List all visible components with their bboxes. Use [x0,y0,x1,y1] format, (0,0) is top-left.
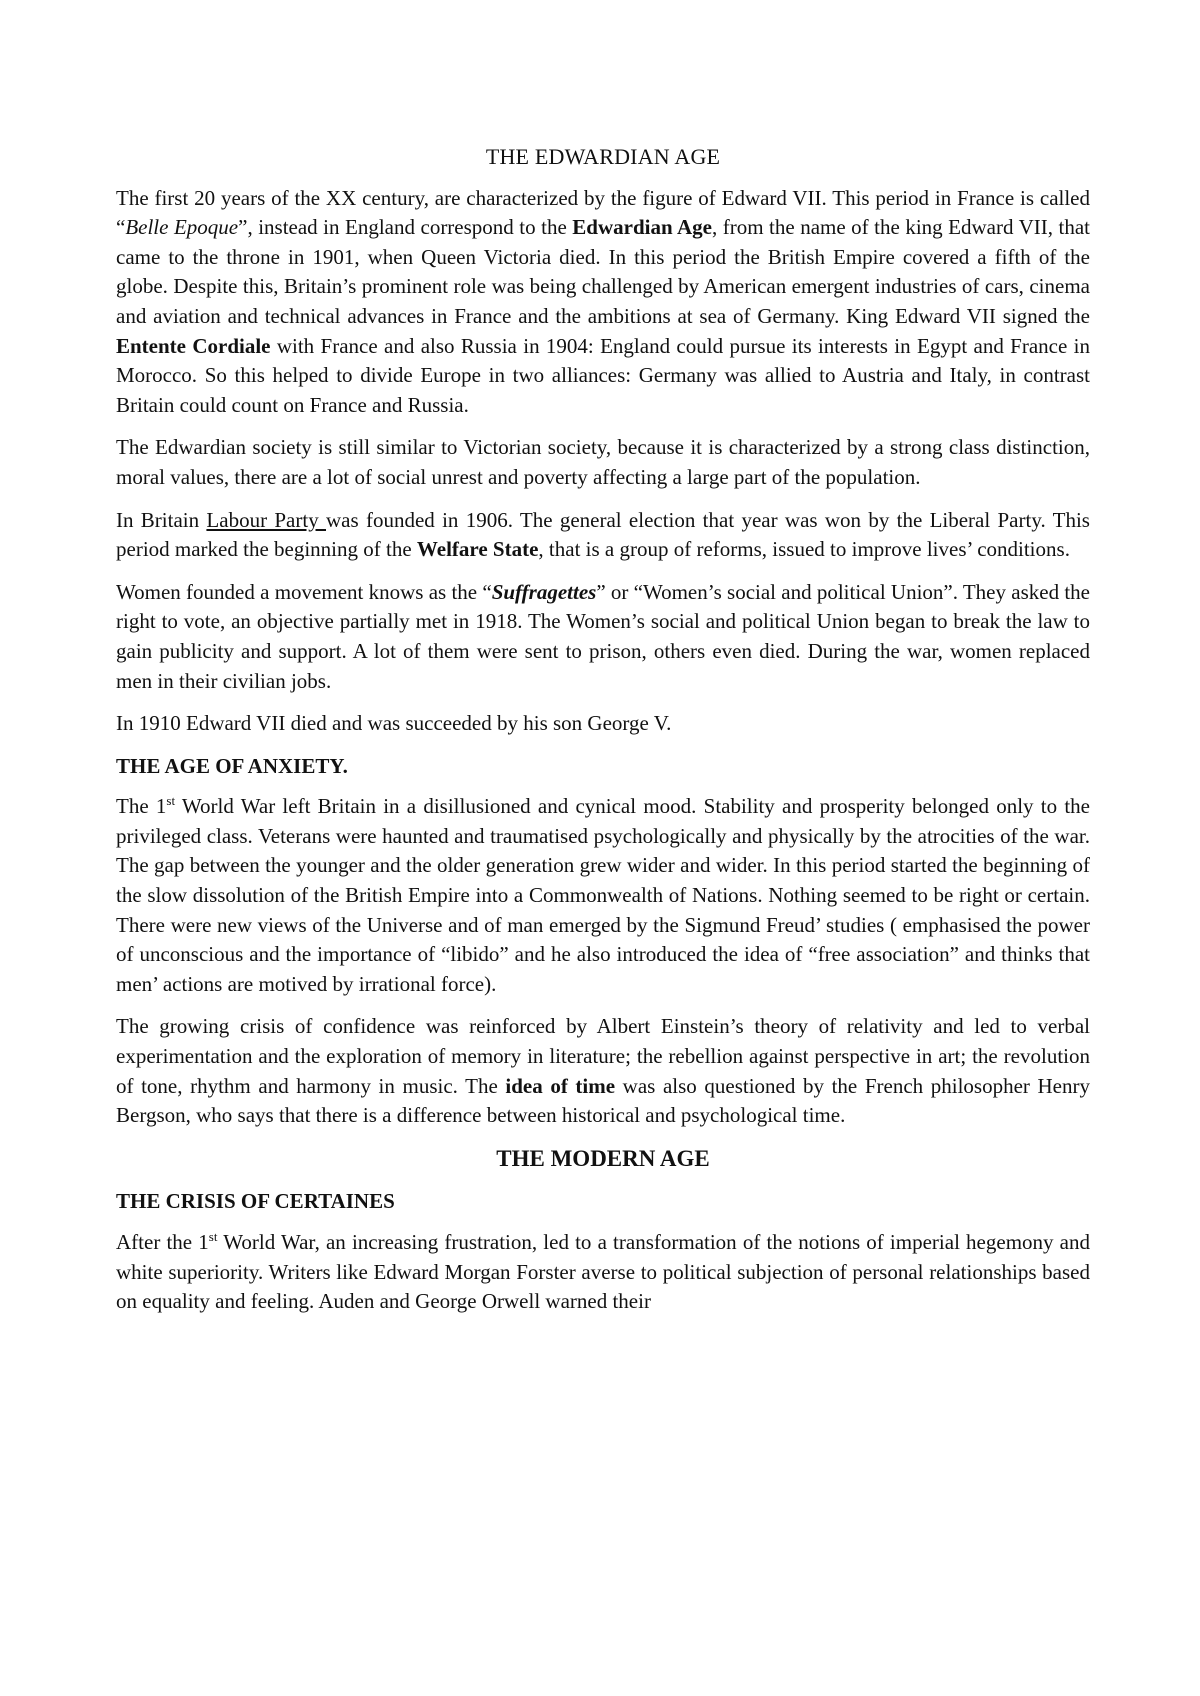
entente-cordiale-term: Entente Cordiale [116,333,271,358]
paragraph-after-war [116,1228,1090,1317]
text-run: World War left Britain in a disillusioned and cynical mood. Stability and prosperity belonged only to the privileged class. Veterans were haunted and traumatised psychologically and physically by the atrocities of the war. The gap between the younger and the older generation grew wider and wider. In this period started the beginning of the slow dissolution of the British Empire into a Commonwealth of Nations. Nothing seemed to be right or certain. There were new views of the Universe and of man emerged by the Sigmund Freud’ studies ( emphasised the power of unconscious and the importance of “libido” and he also introduced the idea of “free association” and thinks that men’ actions are motived by irrational force). [116,794,1090,996]
text-run: ” or “Women’s social and political Union”. They asked the right to vote, an objective partially met in 1918. The Women’s social and political Union began to break the law to gain publicity and support. A lot of them were sent to prison, others even died. During the war, women replaced men in their civilian jobs. [116,579,1090,693]
text-run: The growing crisis of confidence was reinforced by Albert Einstein’s theory of relativity and led to verbal experimentation and the exploration of memory in literature; the rebellion against perspective in art; the revolution of tone, rhythm and harmony in music. The [116,1014,1090,1098]
ordinal-superscript: st [208,1229,218,1244]
labour-party-term: Labour Party [206,507,326,532]
paragraph-world-war [116,792,1090,999]
paragraph-edwardian-society: The Edwardian society is still similar to Victorian society, because it is characterized by a strong class distinction, moral values, there are a lot of social unrest and poverty affecting a large part of the population. [116,435,1090,489]
paragraph-suffragettes [116,578,1090,696]
text-run: The first 20 years of the XX century, are characterized by the figure of Edward VII. This period in France is called “ [116,185,1090,240]
text-run: ”, instead in England correspond to the [238,215,573,240]
text-run: The 1 [116,794,167,819]
text-run: was also questioned by the French philosopher Henry Bergson, who says that there is a difference between historical and psychological time. [116,1073,1090,1128]
text-run: Women founded a movement knows as the “ [116,579,492,604]
text-run: , from the name of the king Edward VII, that came to the throne in 1901, when Queen Victoria died. In this period the British Empire covered a fifth of the globe. Despite this, Britain’s prominent role was being challenged by American emergent industries of cars, cinema and aviation and technical advances in France and the ambitions at sea of Germany. King Edward VII signed the [116,215,1090,328]
suffragettes-term: Suffragettes [491,579,597,604]
paragraph-edward-death: In 1910 Edward VII died and was succeeded by his son George V. [116,711,672,736]
edwardian-age-term: Edwardian Age [572,215,712,240]
text-run: In Britain [116,507,207,532]
text-run: with France and also Russia in 1904: England could pursue its interests in Egypt and France in Morocco. So this helped to divide Europe in two alliances: Germany was allied to Austria and Italy, in contrast Britain could count on France and Russia. [116,333,1090,417]
heading-crisis-of-certaines: THE CRISIS OF CERTAINES [116,1189,395,1214]
paragraph-edwardian-intro [116,184,1090,421]
idea-of-time-term: idea of time [505,1073,616,1098]
document-page [116,142,1090,1330]
section-title-modern-age: THE MODERN AGE [496,1145,710,1171]
ordinal-superscript: st [166,793,176,809]
text-run: After the 1 [116,1230,209,1254]
text-run: World War, an increasing frustration, led to a transformation of the notions of imperial hegemony and white superiority. Writers like Edward Morgan Forster averse to political subjection of personal relationships based on equality and feeling. Auden and George Orwell warned their [116,1230,1091,1314]
paragraph-labour-party [116,506,1090,565]
belle-epoque-term: Belle Epoque [125,215,239,240]
welfare-state-term: Welfare State [416,537,539,562]
paragraph-crisis-confidence [116,1012,1090,1130]
text-run: , that is a group of reforms, issued to improve lives’ conditions. [538,537,1070,562]
page-title: THE EDWARDIAN AGE [485,144,721,169]
text-run: was founded in 1906. The general election that year was won by the Liberal Party. This period marked the beginning of the [116,507,1090,562]
heading-age-of-anxiety: THE AGE OF ANXIETY. [116,753,348,778]
